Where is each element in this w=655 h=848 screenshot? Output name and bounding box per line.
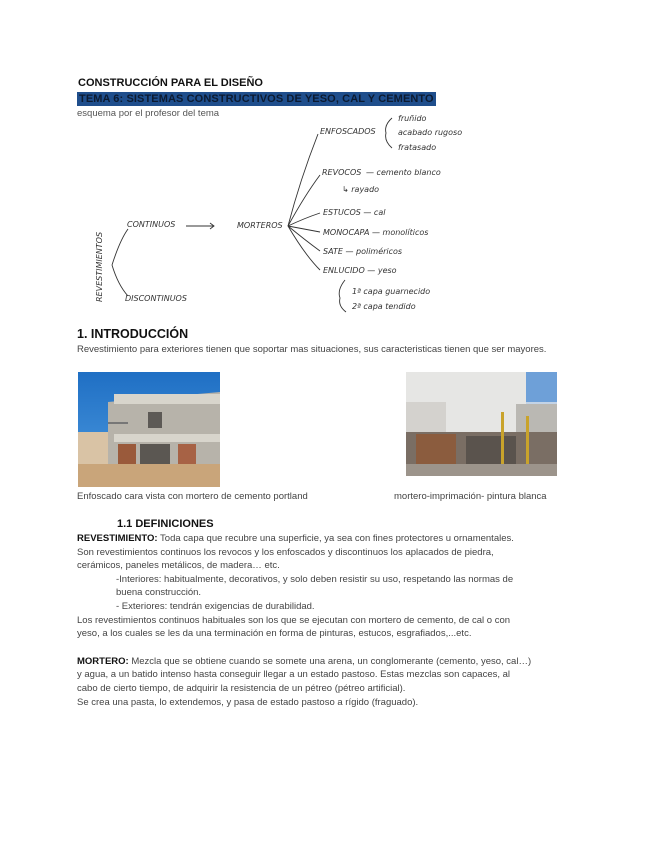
brace-enfoscados (386, 118, 392, 148)
revestimiento-definition: Toda capa que recubre una superficie, ya sea con fines protectores u ornamentales. (157, 533, 514, 544)
label-segunda-capa: 2ª capa tendido (352, 302, 416, 311)
exteriores-line: - Exteriores: tendrán exigencias de durabilidad. (116, 600, 315, 612)
revestimiento-line-2: Son revestimientos continuos los revocos y los enfoscados y discontinuos los aplacados de piedra, (77, 546, 494, 558)
photo-mortero-pintura (406, 372, 557, 476)
revestimiento-line-3: cerámicos, paneles metálicos, de madera… etc. (77, 560, 280, 572)
revestimiento-line-1 (77, 532, 577, 546)
photo-enfoscado-house (78, 372, 220, 487)
label-fruñido: fruñido (398, 114, 427, 123)
label-estucos: ESTUCOS — cal (323, 208, 386, 217)
label-cemento-blanco: — cemento blanco (366, 168, 441, 177)
continuos-line-1: Los revestimientos continuos habituales son los que se ejecutan con mortero de cemento, de cal o con (77, 614, 511, 626)
branch-estucos (288, 213, 320, 226)
label-discontinuos: DISCONTINUOS (125, 294, 187, 303)
label-revestimientos: REVESTIMIENTOS (95, 231, 104, 302)
arrow-morteros (186, 223, 214, 229)
branch-monocapa (288, 226, 320, 232)
diagram-subtitle: esquema por el profesor del tema (77, 108, 220, 119)
label-fratasado: fratasado (398, 143, 437, 152)
interiores-line-2: buena construcción. (116, 587, 202, 599)
scheme-diagram (0, 0, 655, 330)
caption-left: Enfoscado cara vista con mortero de cemento portland (77, 491, 308, 502)
label-revocos: REVOCOS (322, 168, 362, 177)
term-mortero: MORTERO: (77, 655, 129, 667)
paragraph-spacer (77, 641, 577, 655)
interiores-line-1: -Interiores: habitualmente, decorativos, y solo deben resistir su uso, respetando las normas de (116, 573, 514, 585)
definitions-block (77, 532, 577, 709)
mortero-line-2: y agua, a un batido intenso hasta conseguir llegar a un estado pastoso. Estas mezclas son capaces, al (77, 669, 511, 681)
mortero-line-4: Se crea una pasta, lo extendemos, y pasa de estado pastoso a rígido (fraguado). (77, 696, 419, 708)
label-enlucido: ENLUCIDO — yeso (323, 266, 397, 275)
course-title: CONSTRUCCIÓN PARA EL DISEÑO (78, 77, 263, 89)
continuos-line-2: yeso, a los cuales se les da una terminación en forma de pinturas, estucos, esgrafiados,...etc. (77, 628, 472, 640)
caption-right: mortero-imprimación- pintura blanca (394, 491, 547, 502)
label-continuos: CONTINUOS (127, 220, 176, 229)
branch-continuos (112, 229, 128, 265)
term-revestimiento: REVESTIMIENTO: (77, 533, 158, 544)
label-enfoscados: ENFOSCADOS (320, 127, 376, 136)
section-heading-introduccion: 1. INTRODUCCIÓN (77, 327, 189, 341)
branch-sate (288, 226, 320, 251)
section-heading-definiciones: 1.1 DEFINICIONES (117, 518, 214, 530)
branch-revocos (288, 175, 320, 226)
topic-title: TEMA 6: SISTEMAS CONSTRUCTIVOS DE YESO, CAL Y CEMENTO (79, 93, 434, 105)
mortero-definition: Mezcla que se obtiene cuando se somete una arena, un conglomerante (cemento, yeso, cal…) (128, 655, 532, 667)
branch-enfoscados (288, 134, 318, 226)
label-sate: SATE — poliméricos (323, 247, 403, 256)
mortero-line-1 (77, 655, 577, 669)
brace-enlucido (339, 280, 346, 312)
intro-paragraph: Revestimiento para exteriores tienen que soportar mas situaciones, sus caracteristicas tienen que ser mayores. (77, 344, 547, 355)
label-acabado-rugoso: acabado rugoso (398, 128, 463, 137)
label-rayado: ↳ rayado (342, 185, 380, 194)
label-monocapa: MONOCAPA — monolíticos (323, 228, 429, 237)
branch-discontinuos (112, 265, 128, 296)
label-primera-capa: 1ª capa guarnecido (352, 287, 431, 296)
mortero-line-3: cabo de cierto tiempo, de adquirir la resistencia de un pétreo (pétreo artificial). (77, 682, 406, 694)
label-morteros: MORTEROS (237, 221, 283, 230)
